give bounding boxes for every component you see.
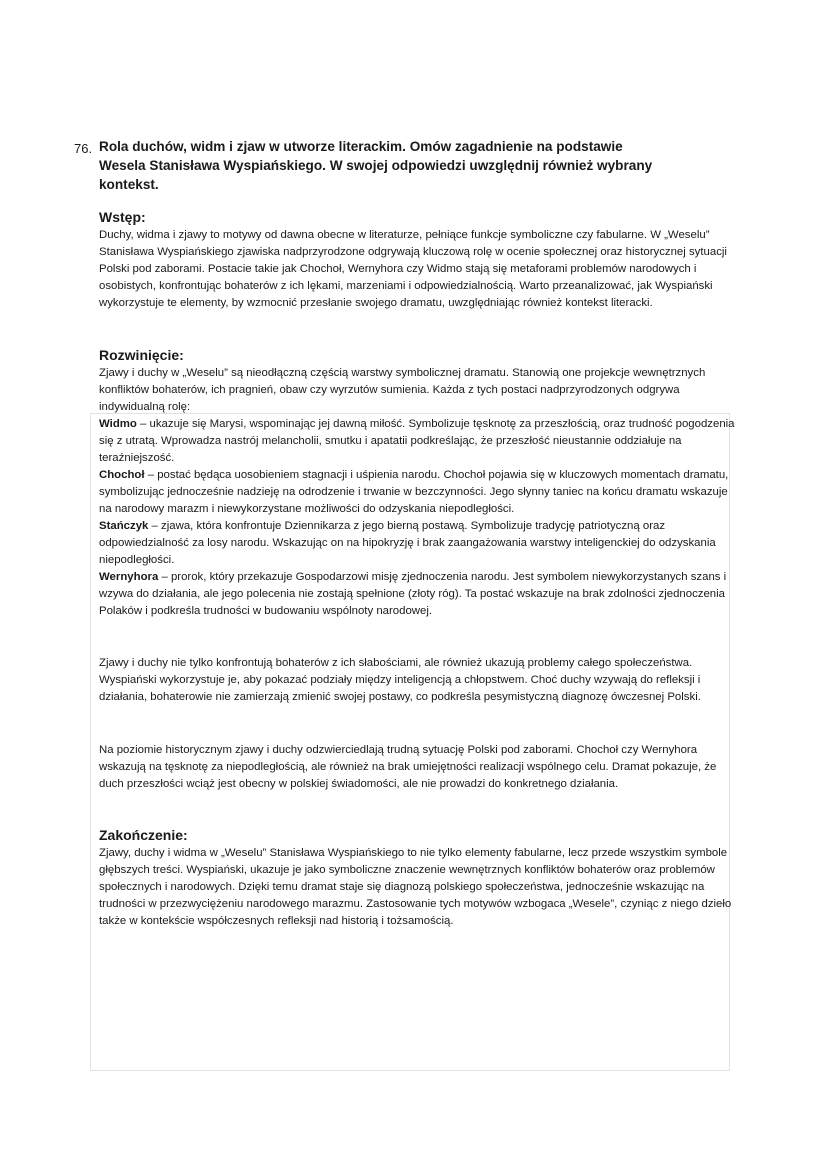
- development-text: Zjawy i duchy w „Weselu” są nieodłączną częścią warstwy symbolicznej dramatu. Stanowią one projekcje wewnętrznych konfliktów bohaterów, ich pragnień, obaw czy wyrzutów sumienia. Każda z tych postaci nadprzyrodzonych odgrywa indywidualną rolę:: [99, 367, 706, 413]
- character-description: – zjawa, która konfrontuje Dziennikarza z jego bierną postawą. Symbolizuje tradycję patriotyczną oraz odpowiedzialność za losy narodu. Wskazując on na hipokryzję i brak zaangażowania warstwy inteligenckiej do odzyskania niepodległości.: [99, 520, 716, 566]
- question-title-line: Wesela Stanisława Wyspiańskiego. W swojej odpowiedzi uwzględnij również wybrany: [99, 158, 653, 173]
- character-entry: [99, 518, 739, 569]
- characters-section: [99, 416, 739, 620]
- intro-text: Duchy, widma i zjawy to motywy od dawna obecne w literaturze, pełniące funkcje symboliczne czy fabularne. W „Weselu” Stanisława Wyspiańskiego zjawiska nadprzyrodzone odgrywają kluczową rolę w ocenie społecznej oraz historycznej sytuacji Polski pod zaborami. Postacie takie jak Chochoł, Wernyhora czy Widmo stają się metaforami problemów narodowych i osobistych, konfrontując bohaterów z ich lękami, marzeniami i odpowiedzialnością. Warto przeanalizować, jak Wyspiański wykorzystuje te elementy, by wzmocnić przesłanie swojego dramatu, uwzględniając również kontekst literacki.: [99, 229, 727, 309]
- question-title-line: kontekst.: [99, 177, 159, 192]
- character-name: Widmo: [99, 418, 137, 430]
- development-heading: Rozwinięcie:: [99, 347, 184, 363]
- paragraph-text: Zjawy i duchy nie tylko konfrontują bohaterów z ich słabościami, ale również ukazują problemy całego społeczeństwa. Wyspiański wykorzystuje je, aby pokazać podziały między inteligencją a chłopstwem. Choć duchy wzywają do refleksji i działania, bohaterowie nie zamierzają zmienić swojej postawy, co podkreśla pesymistyczną diagnozę ówczesnej Polski.: [99, 657, 701, 703]
- character-description: – ukazuje się Marysi, wspominając jej dawną miłość. Symbolizuje tęsknotę za przeszłością, oraz trudność pogodzenia się z utratą. Wprowadza nastrój melancholii, smutku i apatatii podkreślając, że przeszłość nieustannie oddziałuje na teraźniejszość.: [99, 418, 735, 464]
- character-entry: [99, 416, 739, 467]
- question-title: [99, 137, 709, 194]
- development-intro-section: [99, 346, 739, 416]
- character-name: Chochoł: [99, 469, 145, 481]
- character-name: Wernyhora: [99, 571, 159, 583]
- intro-heading: Wstęp:: [99, 209, 146, 225]
- conclusion-heading: Zakończenie:: [99, 827, 188, 843]
- conclusion-text: Zjawy, duchy i widma w „Weselu” Stanisława Wyspiańskiego to nie tylko elementy fabularne, lecz przede wszystkim symbole głębszych treści. Wyspiański, ukazuje je jako symboliczne znaczenie wewnętrznych konfliktów bohaterów oraz problemów społecznych i narodowych. Dzięki temu dramat staje się diagnozą polskiego społeczeństwa, jednocześnie wskazując na trudności w przezwyciężeniu narodowego marazmu. Zastosowanie tych motywów wzbogaca „Wesele”, czyniąc z niego dzieło także w kontekście współczesnych refleksji nad historią i tożsamością.: [99, 847, 732, 927]
- question-number: 76.: [74, 141, 93, 156]
- character-description: – postać będąca uosobieniem stagnacji i uśpienia narodu. Chochoł pojawia się w kluczowych momentach dramatu, symbolizując jednocześnie nadzieję na odrodzenie i trwanie w bezczynności. Jego słynny taniec na końcu dramatu wskazuje na narodowy marazm i niewykorzystane możliwości do odzyskania niepodległości.: [99, 469, 729, 515]
- paragraph-text: Na poziomie historycznym zjawy i duchy odzwierciedlają trudną sytuację Polski pod zaborami. Chochoł czy Wernyhora wskazują na tęsknotę za niepodległością, ale również na brak umiejętności realizacji wspólnego celu. Dramat pokazuje, że duch przeszłości wciąż jest obecny w polskiej świadomości, ale nie prowadzi do konkretnego działania.: [99, 744, 717, 790]
- intro-section: [99, 208, 739, 312]
- paragraph-history: [99, 742, 739, 793]
- question-title-line: Rola duchów, widm i zjaw w utworze literackim. Omów zagadnienie na podstawie: [99, 139, 623, 154]
- character-entry: [99, 569, 739, 620]
- character-entry: [99, 467, 739, 518]
- character-name: Stańczyk: [99, 520, 149, 532]
- paragraph-society: [99, 655, 739, 706]
- conclusion-section: [99, 826, 739, 930]
- character-description: – prorok, który przekazuje Gospodarzowi misję zjednoczenia narodu. Jest symbolem niewykorzystanych szans i wzywa do działania, ale jego polecenia nie zostają spełnione (złoty róg). Ta postać wskazuje na brak zdolności zjednoczenia Polaków i podkreśla trudności w budowaniu wspólnoty narodowej.: [99, 571, 727, 617]
